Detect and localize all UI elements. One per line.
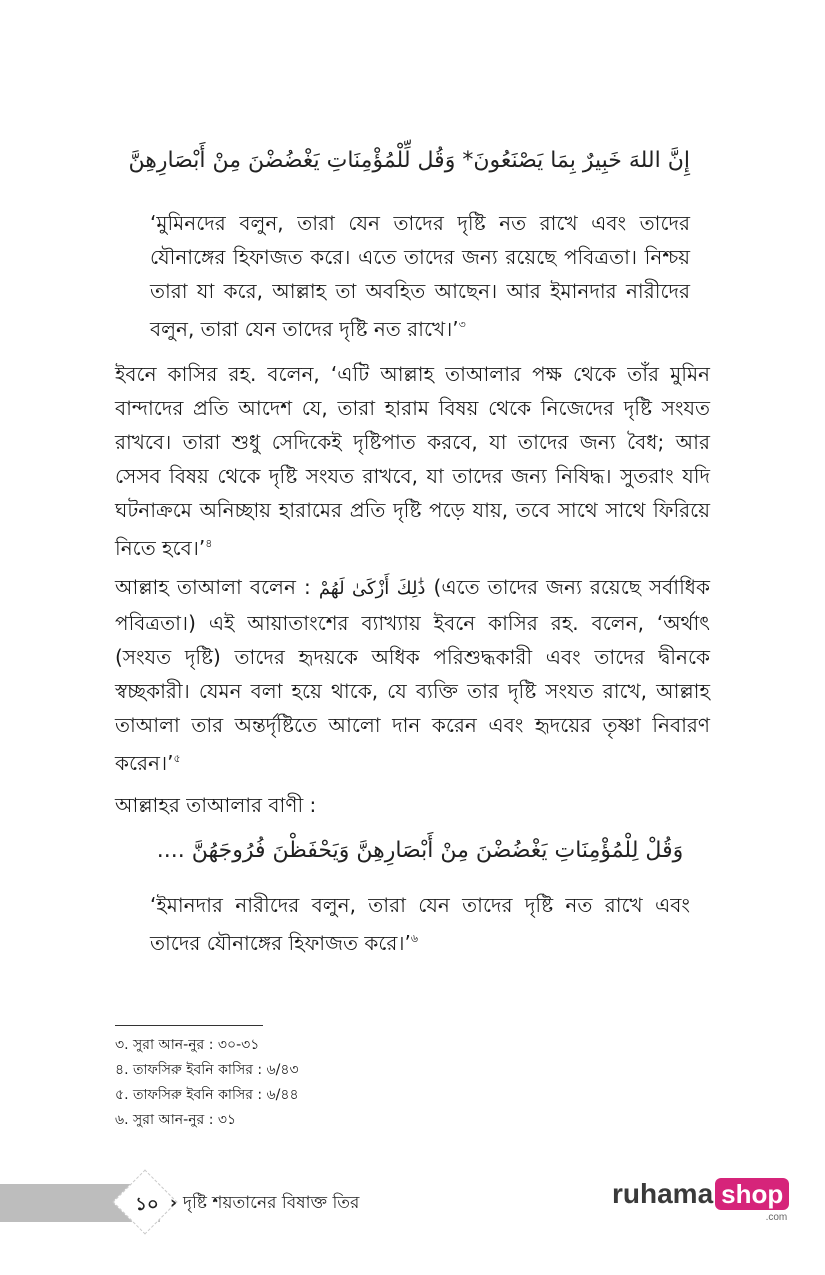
footnote-ref-3: ৩: [458, 318, 466, 331]
book-title: দৃষ্টি শয়তানের বিষাক্ত তির: [183, 1193, 360, 1213]
logo-shop-badge: shop: [715, 1178, 789, 1210]
running-footer-title: [170, 1190, 359, 1218]
ruhama-shop-logo: [612, 1178, 789, 1223]
quote-1-text: ‘মুমিনদের বলুন, তারা যেন তাদের দৃষ্টি নত রাখে এবং তাদের যৌনাঙ্গের হিফাজত করে। এতে তাদের জন্য রয়েছে পবিত্রতা। নিশ্চয় তারা যা করে, আল্লাহ তা অবহিত আছেন। আর ইমানদার নারীদের বলুন, তারা যেন তাদের দৃষ্টি নত রাখে।’: [150, 211, 690, 341]
quote-translation-2: [150, 888, 690, 960]
paragraph-1-text: ইবনে কাসির রহ. বলেন, ‘এটি আল্লাহ তাআলার পক্ষ থেকে তাঁর মুমিন বান্দাদের প্রতি আদেশ যে, তারা হারাম বিষয় থেকে নিজেদের দৃষ্টি সংযত রাখবে। তারা শুধু সেদিকেই দৃষ্টিপাত করবে, যা তাদের জন্য বৈধ; আর সেসব বিষয় থেকে দৃষ্টি সংযত রাখবে, যা তাদের জন্য নিষিদ্ধ। সুতরাং যদি ঘটনাক্রমে অনিচ্ছায় হারামের প্রতি দৃষ্টি পড়ে যায়, তবে সাথে সাথে ফিরিয়ে নিতে হবে।’: [115, 362, 710, 560]
quote-2-text: ‘ইমানদার নারীদের বলুন, তারা যেন তাদের দৃষ্টি নত রাখে এবং তাদের যৌনাঙ্গের হিফাজত করে।’: [150, 893, 690, 955]
footnote-ref-5: ৫: [173, 752, 181, 765]
footnote-item: ৪. তাফসিরু ইবনি কাসির : ৬/৪৩: [115, 1062, 299, 1078]
paragraph-2-text: (এতে তাদের জন্য রয়েছে সর্বাধিক পবিত্রতা।) এই আয়াতাংশের ব্যাখ্যায় ইবনে কাসির রহ. বলেন, ‘অর্থাৎ (সংযত দৃষ্টি) তাদের হৃদয়কে অধিক পরিশুদ্ধকারী এবং তাদের দ্বীনকে স্বচ্ছকারী। যেমন বলা হয়ে থাকে, যে ব্যক্তি তার দৃষ্টি সংযত রাখে, আল্লাহ তাআলা তার অন্তর্দৃষ্টিতে আলো দান করেন এবং হৃদয়ের তৃষ্ণা নিবারণ করেন।’: [115, 575, 711, 775]
footnote-item: ৩. সুরা আন-নুর : ৩০-৩১: [115, 1037, 260, 1053]
footnote-item: ৫. তাফসিরু ইবনি কাসির : ৬/৪৪: [115, 1087, 299, 1103]
page-number: ১০: [135, 1194, 159, 1215]
chevron-right-icon: ›: [170, 1193, 178, 1213]
paragraph-2-lead: আল্লাহ তাআলা বলেন :: [115, 575, 311, 599]
footnote-divider: [115, 1025, 263, 1026]
paragraph-ibn-kathir-2: [115, 570, 710, 780]
logo-ruhama-text: ruhama: [612, 1178, 714, 1209]
logo-domain-text: .com: [765, 1212, 788, 1223]
footnote-ref-4: ৪: [205, 537, 213, 550]
footnotes-list: [115, 1033, 299, 1133]
paragraph-ibn-kathir-1: [115, 357, 710, 565]
quote-translation-1: [150, 206, 690, 346]
inline-arabic-phrase: ذَٰلِكَ أَزْكَىٰ لَهُمْ: [318, 578, 426, 599]
footnote-ref-6: ৬: [410, 932, 419, 945]
arabic-verse-1: إِنَّ اللهَ خَبِيرٌ بِمَا يَصْنَعُونَ* وَقُل لِّلْمُؤْمِنَاتِ يَغْضُضْنَ مِنْ أَبْصَارِهِنَّ: [128, 148, 690, 173]
footnote-item: ৬. সুরা আন-নুর : ৩১: [115, 1112, 237, 1128]
verse-intro-heading: আল্লাহর তাআলার বাণী :: [115, 793, 317, 817]
arabic-verse-2: وَقُلْ لِلْمُؤْمِنَاتِ يَغْضُضْنَ مِنْ أَبْصَارِهِنَّ وَيَحْفَظْنَ فُرُوجَهُنَّ ....: [156, 838, 684, 863]
